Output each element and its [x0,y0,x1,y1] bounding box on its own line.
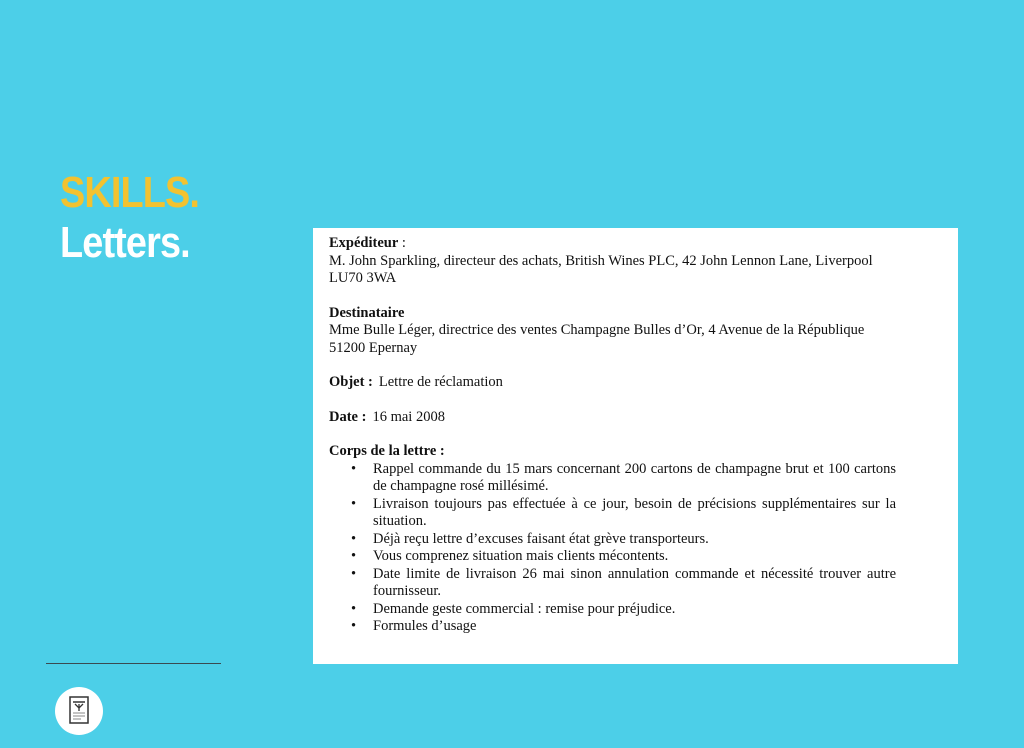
list-item: • Livraison toujours pas effectuée à ce jour, besoin de précisions supplémentaires sur la situation. [373,496,896,531]
document-icon [55,687,103,735]
list-item: • Formules d’usage [373,618,896,636]
recipient-line1: Mme Bulle Léger, directrice des ventes Champagne Bulles d’Or, 4 Avenue de la République [329,322,865,338]
recipient-line2: 51200 Epernay [329,339,418,356]
title-letters: Letters. [60,218,190,267]
sender-heading [329,235,896,253]
list-item: • Déjà reçu lettre d’excuses faisant état grève transporteurs. [373,531,896,549]
recipient-label: Destinataire [329,304,405,321]
list-item: • Date limite de livraison 26 mai sinon annulation commande et nécessité trouver autre fournisseur. [373,566,896,601]
sender-suffix: : [398,235,406,251]
date-row [329,409,896,427]
body-label: Corps de la lettre : [329,443,445,459]
logo [55,687,103,735]
date-label: Date : [329,408,367,425]
sender-label: Expéditeur [329,235,399,251]
list-item: • Vous comprenez situation mais clients mécontents. [373,548,896,566]
title-skills: SKILLS. [60,168,200,217]
object-value: Lettre de réclamation [378,374,503,390]
divider-line [46,663,221,664]
sender-value: M. John Sparkling, directeur des achats, British Wines PLC, 42 John Lennon Lane, Liverpool LU70 3WA [329,252,873,286]
list-item: • Rappel commande du 15 mars concernant 200 cartons de champagne brut et 100 cartons de champagne rosé millésimé. [373,461,896,496]
letter-document [313,228,958,664]
object-row [329,374,896,392]
date-value: 16 mai 2008 [372,408,445,425]
object-label: Objet : [329,374,373,390]
list-item: • Demande geste commercial : remise pour préjudice. [373,601,896,619]
body-bullet-list [329,461,896,636]
slide-title [60,168,199,268]
